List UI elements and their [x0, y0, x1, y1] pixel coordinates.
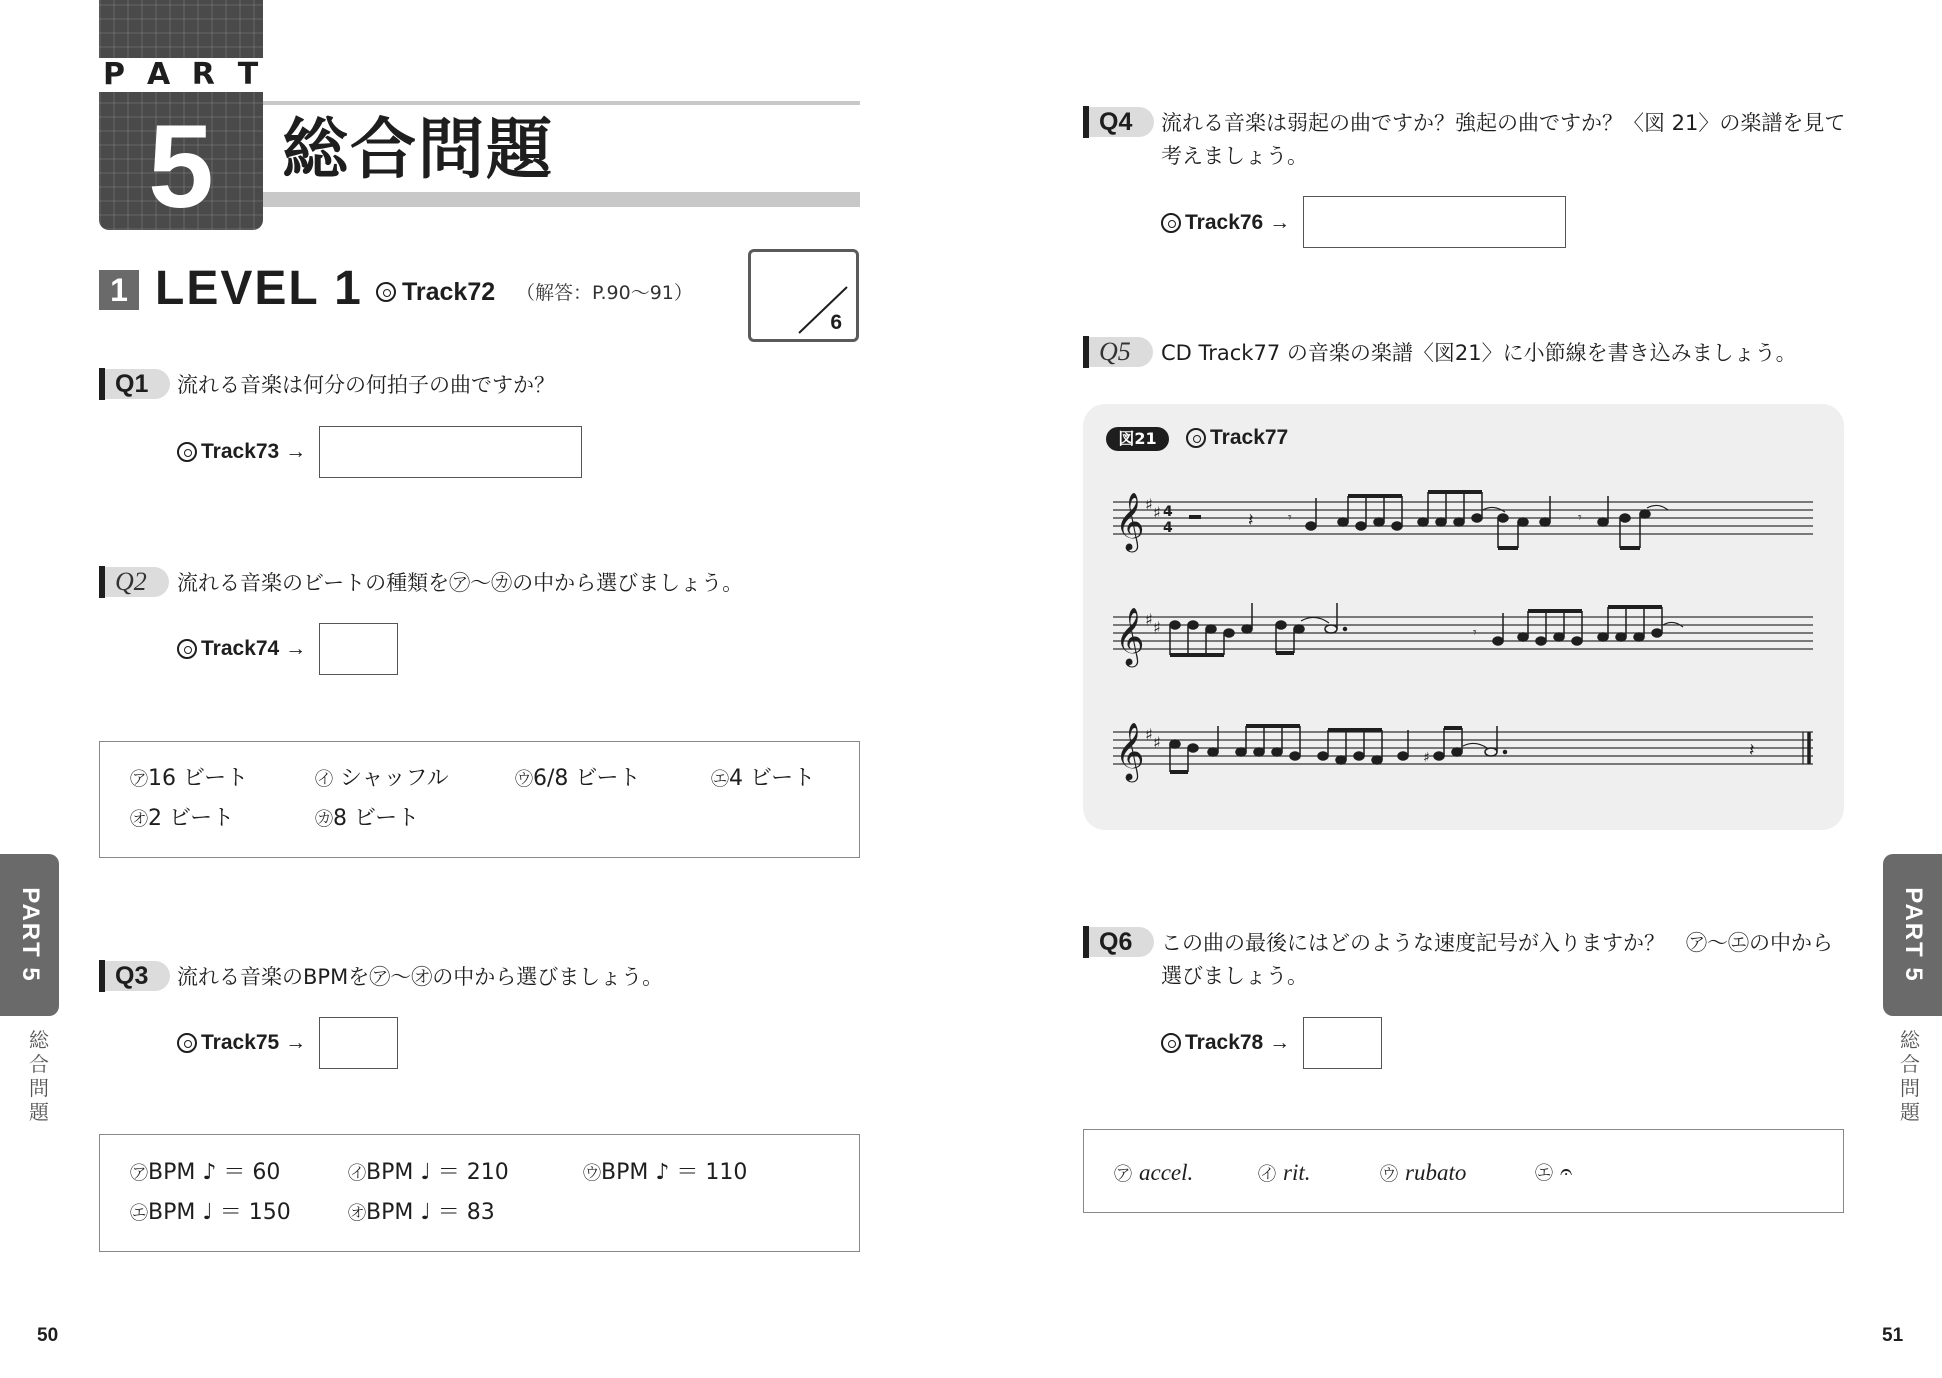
q6-label: Q6: [1083, 926, 1154, 958]
part-label: P A R T: [103, 57, 259, 92]
svg-text:♯: ♯: [1153, 618, 1161, 637]
svg-text:𝄾: 𝄾: [1473, 625, 1477, 641]
svg-text:♯: ♯: [1145, 610, 1153, 629]
svg-text:𝄾: 𝄾: [1578, 510, 1582, 526]
svg-text:𝄞: 𝄞: [1115, 607, 1145, 665]
cd-icon: [1161, 213, 1181, 233]
q3-options-box: [99, 1134, 860, 1252]
q2-option-f: ㋕8 ビート: [315, 806, 420, 831]
q4-track: Track76 →: [1161, 208, 1290, 238]
side-tab-left: PART 5: [0, 854, 59, 1016]
q3-option-e: ㋔BPM ♩ ＝ 83: [348, 1200, 495, 1225]
q2-option-d: ㋓4 ビート: [711, 766, 816, 791]
svg-text:4: 4: [1163, 520, 1173, 536]
q2-track: Track74 →: [177, 634, 306, 664]
cd-icon: [177, 1033, 197, 1053]
q6-option-c: ㋒ rubato: [1380, 1160, 1467, 1185]
page-number-left: 50: [37, 1325, 59, 1346]
q1-track: Track73 →: [177, 437, 306, 467]
q1-label: Q1: [99, 368, 170, 400]
side-tab-right: PART 5: [1883, 854, 1942, 1016]
q2-option-a: ㋐16 ビート: [130, 766, 249, 791]
svg-text:4: 4: [1163, 504, 1173, 520]
cd-icon: [1161, 1033, 1181, 1053]
level-title: LEVEL 1: [155, 262, 363, 315]
title-rule-bottom: [263, 192, 860, 207]
figure-label: 図21: [1106, 427, 1169, 451]
fermata-icon: 𝄐: [1560, 1160, 1573, 1185]
svg-text:♯: ♯: [1423, 750, 1430, 766]
q3-track: Track75 →: [177, 1028, 306, 1058]
q3-answer-box[interactable]: [319, 1017, 398, 1069]
page-number-right: 51: [1882, 1325, 1904, 1346]
music-staff-1: [1113, 482, 1813, 562]
q6-text-line1: この曲の最後にはどのような速度記号が入りますか？ ㋐〜㋓の中から: [1161, 931, 1833, 955]
cd-icon: [177, 639, 197, 659]
q6-text-line2: 選びましょう。: [1161, 964, 1308, 988]
figure-track: Track77: [1186, 423, 1288, 453]
side-subtitle-left: 総 合 問 題: [29, 1028, 49, 1124]
svg-text:♯: ♯: [1153, 503, 1161, 522]
q3-option-c: ㋒BPM ♪ ＝ 110: [583, 1160, 748, 1185]
q3-text: 流れる音楽のBPMを㋐〜㋔の中から選びましょう。: [177, 965, 664, 989]
level-number-badge: 1: [99, 270, 139, 310]
q2-options-box: [99, 741, 860, 858]
svg-text:𝄞: 𝄞: [1115, 492, 1145, 550]
q4-text-line2: 考えましょう。: [1161, 144, 1308, 168]
q6-answer-box[interactable]: [1303, 1017, 1382, 1069]
q6-option-d: ㋓ 𝄐: [1535, 1160, 1573, 1185]
q4-label: Q4: [1083, 106, 1154, 138]
q2-text: 流れる音楽のビートの種類を㋐〜㋕の中から選びましょう。: [177, 571, 744, 595]
q6-track: Track78 →: [1161, 1028, 1290, 1058]
q3-label: Q3: [99, 960, 170, 992]
title-rule-top: [263, 101, 860, 105]
music-staff-2: [1113, 597, 1813, 677]
cd-icon: [1186, 428, 1206, 448]
page-title: 総合問題: [282, 111, 554, 188]
svg-text:𝄽: 𝄽: [1749, 740, 1755, 761]
q1-answer-box[interactable]: [319, 426, 582, 478]
q4-answer-box[interactable]: [1303, 196, 1566, 248]
answer-reference: （解答：P.90〜91）: [516, 282, 693, 304]
svg-text:♯: ♯: [1145, 725, 1153, 744]
q1-text: 流れる音楽は何分の何拍子の曲ですか？: [177, 373, 555, 397]
svg-text:𝄽: 𝄽: [1248, 510, 1254, 531]
score-total: 6: [830, 311, 842, 334]
q6-option-b: ㋑ rit.: [1258, 1160, 1311, 1185]
music-staff-3: [1113, 712, 1813, 792]
svg-text:♯: ♯: [1153, 733, 1161, 752]
q2-label: Q2: [99, 566, 169, 598]
q3-option-a: ㋐BPM ♪ ＝ 60: [130, 1160, 281, 1185]
q6-option-a: ㋐ accel.: [1114, 1160, 1194, 1185]
svg-text:♯: ♯: [1145, 495, 1153, 514]
score-box[interactable]: [748, 249, 859, 342]
level-track: Track72: [376, 276, 495, 308]
side-subtitle-right: 総 合 問 題: [1900, 1028, 1920, 1124]
q5-text: CD Track77 の音楽の楽譜〈図21〉に小節線を書き込みましょう。: [1161, 341, 1797, 365]
q3-option-d: ㋓BPM ♩ ＝ 150: [130, 1200, 291, 1225]
q2-option-b: ㋑ シャッフル: [315, 766, 449, 791]
q3-option-b: ㋑BPM ♩ ＝ 210: [348, 1160, 509, 1185]
cd-icon: [177, 442, 197, 462]
q2-option-c: ㋒6/8 ビート: [515, 766, 641, 791]
q5-label: Q5: [1083, 336, 1153, 368]
q4-text-line1: 流れる音楽は弱起の曲ですか？強起の曲ですか？〈図 21〉の楽譜を見て: [1161, 111, 1846, 135]
q2-answer-box[interactable]: [319, 623, 398, 675]
svg-text:𝄾: 𝄾: [1288, 510, 1292, 526]
cd-icon: [376, 282, 396, 302]
part-number: 5: [148, 101, 214, 233]
svg-text:𝄞: 𝄞: [1115, 722, 1145, 780]
q2-option-e: ㋔2 ビート: [130, 806, 235, 831]
